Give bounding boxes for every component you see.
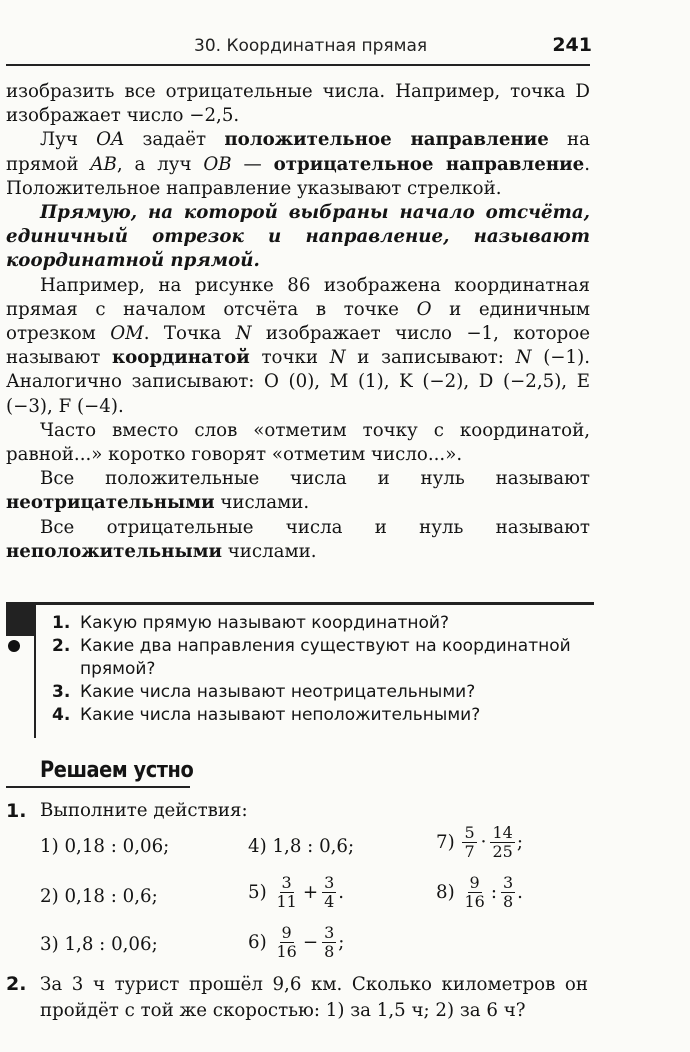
paragraph-4: Часто вместо слов «отметим точку с координатой, равной...» коротко говорят «отметим число...». <box>6 419 590 466</box>
main-text <box>6 80 590 564</box>
questions-top-rule <box>34 602 594 605</box>
term-nonpositive: неположительными <box>6 540 222 562</box>
paragraph-3: Например, на рисунке 86 изображена координатная прямая с началом отсчёта в точке O и единичным отрезком OM. Точка N изображает число −1, которое называют координатой точки N и записывают: N (−1). Аналогично записывают: O (0), M (1), K (−2), D (−2,5), E (−3), F (−4). <box>6 274 590 417</box>
paragraph-1: изобразить все отрицательные числа. Например, точка D изображает число −2,5. <box>6 81 590 127</box>
fraction: $\frac{3}{8}$ <box>324 923 335 961</box>
question-item: 3. Какие числа называют неотрицательными? <box>52 682 476 702</box>
section-heading-rule <box>6 786 190 788</box>
fraction: $\frac{14}{25}$ <box>492 823 513 861</box>
exercise-6: 6) $\frac{9}{16}$ − $\frac{3}{8}$ ; <box>248 923 345 961</box>
question-item: 2. Какие два направления существуют на координатной прямой? <box>52 636 571 679</box>
task-2-number: 2. <box>6 973 27 995</box>
questions-marker-block <box>6 602 36 636</box>
exercise-3: 3) 1,8 : 0,06; <box>40 934 158 955</box>
question-item: 4. Какие числа называют неположительными? <box>52 705 481 725</box>
review-questions-box <box>6 602 594 742</box>
section-heading: Решаем устно <box>40 758 194 783</box>
question-item: 1. Какую прямую называют координатной? <box>52 613 449 633</box>
task-2-text: За 3 ч турист прошёл 9,6 км. Сколько километров он пройдёт с той же скоростью: 1) за 1,5 ч; 2) за 6 ч? <box>40 974 588 1021</box>
task-1-text: Выполните действия: <box>40 800 248 821</box>
task-1-number: 1. <box>6 800 27 822</box>
term-positive-direction: положительное направление <box>224 129 549 151</box>
fraction: $\frac{5}{7}$ <box>464 823 475 861</box>
term-nonnegative: неотрицательными <box>6 492 215 514</box>
exercise-8: 8) $\frac{9}{16}$ : $\frac{3}{8}$ . <box>436 873 523 911</box>
questions-bullet-icon <box>8 640 20 652</box>
exercise-1: 1) 0,18 : 0,06; <box>40 836 170 857</box>
paragraph-6: Все отрицательные числа и нуль называют неположительными числами. <box>6 516 590 562</box>
fraction: $\frac{3}{4}$ <box>324 873 335 911</box>
exercise-7: 7) $\frac{5}{7}$ · $\frac{14}{25}$ ; <box>436 823 523 861</box>
paragraph-5: Все положительные числа и нуль называют неотрицательными числами. <box>6 468 590 514</box>
exercise-4: 4) 1,8 : 0,6; <box>248 836 355 857</box>
page-number: 241 <box>552 34 592 56</box>
exercise-2: 2) 0,18 : 0,6; <box>40 886 158 907</box>
exercise-5: 5) $\frac{3}{11}$ + $\frac{3}{4}$ . <box>248 873 345 911</box>
running-header <box>6 36 590 66</box>
term-negative-direction: отрицательное направление <box>273 153 585 175</box>
fraction: $\frac{3}{11}$ <box>276 873 297 911</box>
paragraph-2: Луч OA задаёт положительное направление на прямой AB, а луч OB — отрицательное направление. Положительное направление указывают стрелкой. <box>6 129 591 199</box>
definition-coordinate-line: Прямую, на которой выбраны начало отсчёта, единичный отрезок и направление, называют координатной прямой. <box>6 202 590 272</box>
questions-list <box>52 612 592 727</box>
fraction: $\frac{9}{16}$ <box>464 873 485 911</box>
term-coordinate: координатой <box>112 347 250 369</box>
fraction: $\frac{3}{8}$ <box>502 873 514 911</box>
questions-side-rule <box>34 602 36 738</box>
fraction: $\frac{9}{16}$ <box>276 923 297 961</box>
header-title: 30. Координатная прямая <box>194 36 428 56</box>
